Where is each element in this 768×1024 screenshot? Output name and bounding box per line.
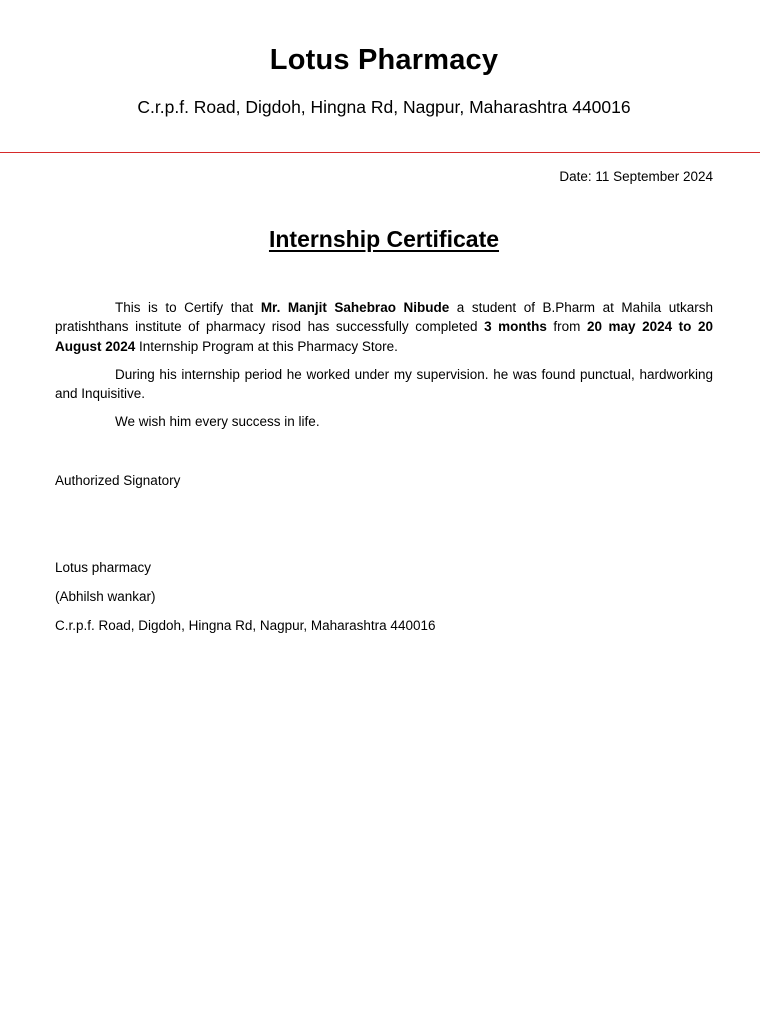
paragraph-certify-part4: Internship Program at this Pharmacy Store. <box>135 338 398 354</box>
certificate-title: Internship Certificate <box>268 226 500 252</box>
student-name: Mr. Manjit Sahebrao Nibude <box>260 300 450 315</box>
internship-period: 20 may 2024 to 20 August 2024 <box>55 319 713 354</box>
paragraph-certify-part1: This is to Certify that <box>115 300 261 315</box>
header-divider <box>0 152 760 153</box>
signatory-address: C.r.p.f. Road, Digdoh, Hingna Rd, Nagpur, Maharashtra 440016 <box>55 618 436 633</box>
paragraph-certify-part3: from <box>546 319 587 335</box>
signatory-name: (Abhilsh wankar) <box>55 589 156 604</box>
signatory-company: Lotus pharmacy <box>55 560 152 575</box>
issue-date: Date: 11 September 2024 <box>559 169 713 184</box>
pharmacy-name: Lotus Pharmacy <box>269 44 499 76</box>
paragraph-wishes: We wish him every success in life. <box>115 414 320 430</box>
internship-duration: 3 months <box>484 319 547 335</box>
certificate-body <box>55 298 713 441</box>
paragraph-supervision: During his internship period he worked under my supervision. he was found punctual, hardworking and Inquisitive. <box>55 366 713 402</box>
pharmacy-address: C.r.p.f. Road, Digdoh, Hingna Rd, Nagpur, Maharashtra 440016 <box>137 97 631 117</box>
paragraph-certify-part2: a student of B.Pharm at Mahila utkarsh pratishthans institute of pharmacy risod has successfully completed <box>55 300 713 335</box>
paragraph-certify <box>55 298 713 356</box>
authorized-signatory-label: Authorized Signatory <box>55 473 181 488</box>
